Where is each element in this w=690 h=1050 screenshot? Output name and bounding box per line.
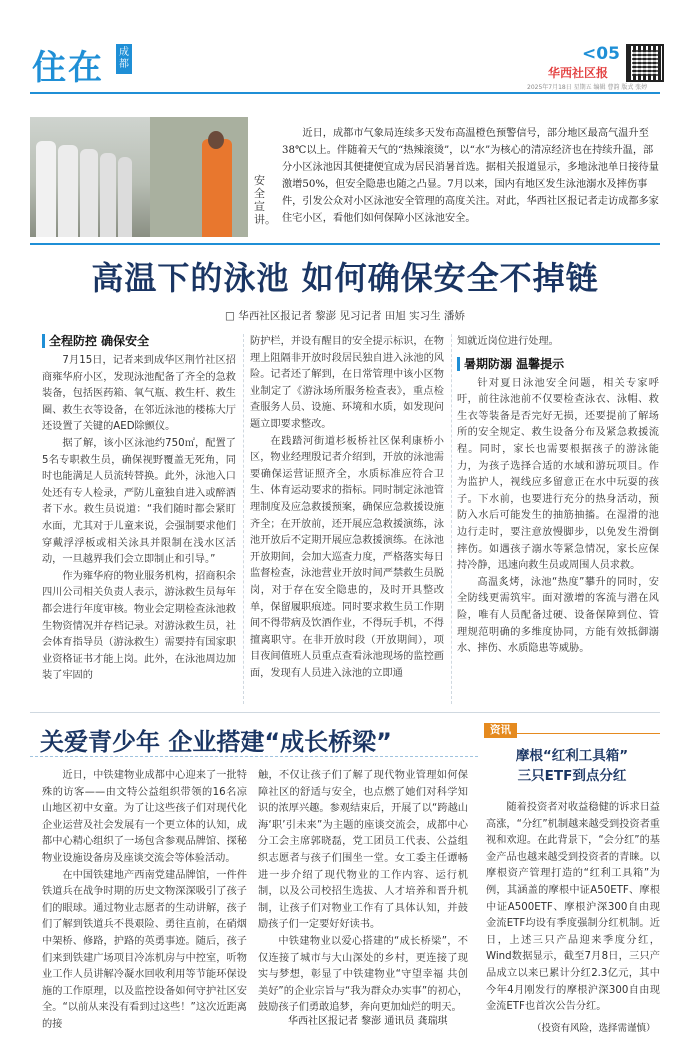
paragraph: 作为雍华府的物业服务机构，招商积余四川公司相关负责人表示，游泳救生员每年都会进行年度审核。物业会定期检查泳池救生物资情况并存档记录。对游泳救生员，社会体育指导员（游泳救生）需要持有国家职业资格证书才能上岗。此外，在泳池周边加装了牢固的 (42, 570, 236, 682)
sidebar-title-line: 三只ETF到点分红 (517, 768, 627, 784)
paragraph: 近日，中铁建物业成都中心迎来了一批特殊的访客——由文特公益组织带领的16名凉山地区初中女童。为了让这些孩子们对现代化企业运营及社会发展有一个更立体的认知，成都中心精心组织了一场包含参观品牌馆、探秘物业设施设备房及座谈交流会等体验活动。 (42, 770, 247, 864)
story-title: 关爱青少年 企业搭建“成长桥梁” (40, 728, 392, 756)
paragraph: 在践踏河街道杉板桥社区保利康桥小区，物业经理殷记者介绍到，开放的泳池需要确保运营证照齐全，水质标准应符合卫生、体育运动要求的指标。同时制定泳池管理制度及应急救援预案，确保应急救援设施齐全；在开放前，还开展应急救援演练，泳池开放后不定期开展应急救援演练。在泳池开放期间，会加大巡查力度，严格落实每日监督检查，泳池营业开放时间严禁救生员脱岗，对于存在安全隐患的，及时开具整改单，保留履职痕迹。同时要求救生员工作期间不得带病及饮酒作业，不得玩手机，不得擅离职守。在非开放时段（开放期间），项目夜间值班人员重点查看泳池现场的监控画面，发现有人员进入泳池的立即通 (250, 435, 444, 679)
section-heading: 全程防控 确保安全 (42, 334, 236, 348)
photo-caption: 安全宣讲。 (254, 174, 276, 226)
story-column-1 (42, 768, 247, 1034)
article-title: 高温下的泳池 如何确保安全不掉链 (91, 259, 599, 297)
paper-name: 华西社区报 (548, 66, 609, 80)
paragraph: 防护栏，并设有醒目的安全提示标识，在物理上阻隔非开放时段居民独自进入泳池的风险。记者还了解到，在日常管理中该小区物业制定了《游泳场所服务检查表》，重点检查服务人员、设施、环境和水质，如发现问题立即要求整改。 (250, 336, 444, 430)
risk-note: （投资有风险，选择需谨慎） (532, 1023, 656, 1034)
section-tag: 成都 (116, 44, 132, 74)
paragraph: 据了解，该小区泳池约750㎡，配置了5名专职救生员，确保视野覆盖无死角，同时也能满足人员流转替换。此外，泳池入口处还有专人检录，严防儿童独自进入或醉酒者下水。救生员说道：“我们随时都会紧盯水面，尤其对于儿童来说，会强制要求他们穿戴浮浮板或相关泳具并限制在浅水区活动，一旦越界我们会立即制止和引导。” (42, 437, 236, 566)
paragraph: 随着投资者对收益稳健的诉求日益高涨，“分红”机制越来越受到投资者重视和欢迎。在此背景下，“会分红”的基金产品也越来越受到投资者的青睐。以摩根资产管理打造的“红利工具箱”为例，其涵盖的摩根中证A50ETF、摩根中证A500ETF、摩根沪深300自由现金流ETF均设有季度强制分红机制。近日，上述三只产品迎来季度分红，Wind数据显示，截至7月8日，三只产品成立以来已累计分红2.3亿元，其中今年4月刚发行的摩根沪深300自由现金流ETF也首次公告分红。 (486, 802, 660, 1013)
news-tag-label: 资讯 (484, 723, 517, 738)
article-column-3 (457, 334, 659, 658)
sidebar-body (486, 800, 660, 1016)
section-logo: 住在 (32, 48, 104, 88)
paragraph: 在中国铁建地产西南党建品牌馆，一件件铁道兵在战争时期的历史文物深深吸引了孩子们的眼球。通过物业志愿者的生动讲解，孩子们了解到铁道兵不畏艰险、勇往直前，在硝烟中架桥、修路，护路的英勇事迹。随后，孩子们来到铁建广场项目冷冻机房与中控室，听物业工作人员讲解冷凝水回收利用等节能环保设施的工作原理，以及监控设备如何守护社区安全。“以前从来没有看到过这些！”这次近距离的接 (42, 869, 247, 1030)
paragraph: 针对夏日泳池安全问题，相关专家呼吁，前往泳池前不仅要检查泳衣、泳帽、救生衣等装备是否完好无损，还要提前了解场所的安全规定、救生设备分布及紧急救援流程。同时，家长也需要根据孩子的游泳能力，为孩子选择合适的水域和游玩项目。作为监护人，视线应多留意正在水中玩耍的孩子。下水前，也要进行充分的热身活动，预防入水后可能发生的抽筋抽搐。在湿滑的池边行走时，要注意放慢脚步，以免发生滑倒摔伤。如遇孩子溺水等紧急情况，家长应保持冷静，迅速向救生员或周围人员求救。 (457, 377, 659, 572)
title-rule (30, 756, 478, 757)
article-byline: □ 华西社区报记者 黎澎 见习记者 田旭 实习生 潘娇 (225, 310, 465, 322)
qr-code-icon (626, 44, 664, 82)
header-divider (30, 92, 660, 94)
intro-paragraph: 近日，成都市气象局连续多天发布高温橙色预警信号，部分地区最高气温升至38℃以上。伴随着天气的“热辣滚烫”，以“水”为核心的清凉经济也在持续升温，部分小区泳池因其便捷便宜成为居民消暑首选。据相关报道显示，多地泳池单日接待量激增50%，但安全隐患也随之凸显。7月以来，国内有地区发生泳池溺水及摔伤事件，引发公众对小区泳池安全管理的高度关注。对此，华西社区报记者走访成都多家住宅小区，看他们如何保障小区泳池安全。 (282, 128, 659, 224)
page-number: <05 (582, 44, 620, 64)
article-column-1 (42, 334, 236, 685)
paragraph: 知就近岗位进行处理。 (457, 336, 559, 347)
news-photo (30, 117, 248, 237)
column-divider (243, 334, 244, 704)
date-line: 2025年7月18日 星期五 编辑 曹韵 版式 张婷 (527, 84, 648, 91)
section-heading: 暑期防溺 温馨提示 (457, 357, 659, 371)
column-divider (451, 334, 452, 704)
sidebar-title (484, 746, 660, 786)
paragraph: 7月15日，记者来到成华区荆竹社区招商雍华府小区，发现泳池配备了齐全的急救装备，包括医药箱、氧气瓶、救生杆、救生圈、救生衣等设备，在邻近泳池的楼栋大厅还设置了关键的AED除颤仪。 (42, 355, 236, 433)
sidebar-title-line: 摩根“红利工具箱” (515, 748, 629, 764)
article-column-2 (250, 334, 444, 682)
sidebar-tag (484, 718, 660, 734)
story-column-2 (258, 768, 468, 1017)
story-credit: 华西社区报记者 黎澎 通讯员 龚瑞琪 (288, 1016, 448, 1027)
paragraph: 中铁建物业以爱心搭建的“成长桥梁”，不仅连接了城市与大山深处的乡村，更连接了现实与梦想，彰显了中铁建物业“守望幸福 共创美好”的企业宗旨与“我为群众办实事”的初心，鼓励孩子们勇敢追梦，奔向更加灿烂的明天。 (258, 935, 468, 1014)
paragraph: 触，不仅让孩子们了解了现代物业管理如何保障社区的舒适与安全，也点燃了她们对科学知识的浓厚兴趣。参观结束后，开展了以“跨越山海‘职’引未来”为主题的座谈交流会，成都中心分工会主席郭晓磊，党工团员工代表、公益组织志愿者与孩子们围坐一堂。女工委主任谭畅进一步介绍了现代物业的工作内容、运行机制，以及公司校招生选拔、人才培养和晋升机制，让孩子们对物业工作有了具体认知，并鼓励孩子们一定要好好读书。 (258, 770, 468, 931)
section-divider (30, 712, 660, 713)
paragraph: 高温炙烤，泳池“热度”攀升的同时，安全防线更需筑牢。面对激增的客流与潜在风险，唯有人员配备过硬、设备保障到位、管理规范明确的多维度协同，方能有效抵御溺水、摔伤、水质隐患等威胁。 (457, 576, 659, 655)
